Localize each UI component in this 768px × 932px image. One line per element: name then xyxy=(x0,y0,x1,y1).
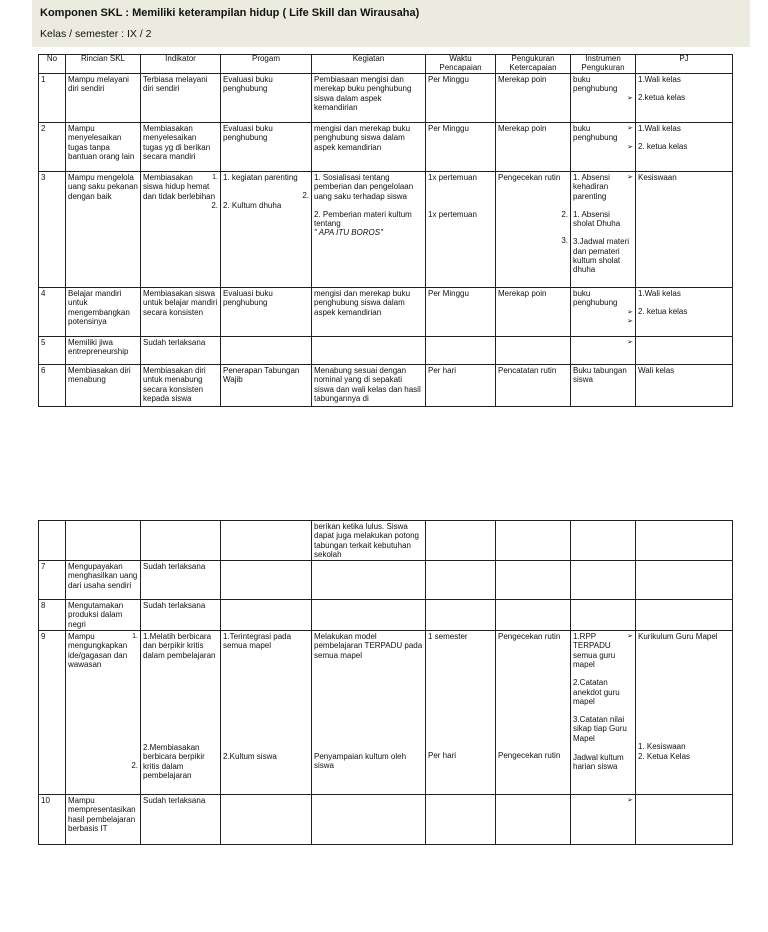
indikator-cell: Sudah terlaksana xyxy=(141,600,221,631)
row-number: 2 xyxy=(39,123,66,172)
col-header-pengukuran: Pengukuran Ketercapaian xyxy=(496,55,571,74)
program-cell xyxy=(221,172,312,288)
rincian-skl-cell: Mengupayakan menghasilkan uang dari usaha sendiri xyxy=(66,561,141,600)
kegiatan-cell xyxy=(312,631,426,795)
pj-line: 2.ketua kelas xyxy=(638,93,686,103)
pengukuran-line: Pengecekan rutin xyxy=(498,632,561,642)
rincian-skl-cell: Belajar mandiri untuk mengembangkan potensinya xyxy=(66,288,141,337)
instrumen-cell xyxy=(571,172,636,288)
rincian-skl-cell: Mampu mempresentasikan hasil pembelajaran berbasis IT xyxy=(66,795,141,845)
program-cell: Evaluasi buku penghubung xyxy=(221,74,312,123)
indikator-line: 1.Melatih berbicara dan berpikir kritis dalam pembelajaran xyxy=(143,632,216,660)
indikator-cell: Sudah terlaksana xyxy=(141,795,221,845)
program-cell: Penerapan Tabungan Wajib xyxy=(221,365,312,407)
bullet-arrow-icon: ➢ xyxy=(627,143,633,151)
table-row xyxy=(39,521,733,561)
table-row xyxy=(39,337,733,365)
waktu-line: 1 semester xyxy=(428,632,468,642)
rincian-skl-cell: Membiasakan diri menabung xyxy=(66,365,141,407)
row-number: 3 xyxy=(39,172,66,288)
waktu-cell: Per Minggu xyxy=(426,74,496,123)
instrumen-line: 3.Catatan nilai sikap tiap Guru Mapel xyxy=(573,715,627,743)
rincian-skl-cell: Mampu melayani diri sendiri xyxy=(66,74,141,123)
pj-line: 1.Wali kelas xyxy=(638,75,681,84)
waktu-line: 1x pertemuan xyxy=(428,173,477,182)
row-number: 4 xyxy=(39,288,66,337)
table-row xyxy=(39,600,733,631)
row-number: 6 xyxy=(39,365,66,407)
col-header-pj: PJ xyxy=(636,55,733,74)
row-number: 10 xyxy=(39,795,66,845)
rincian-skl-cell: Memiliki jiwa entrepreneurship xyxy=(66,337,141,365)
indikator-line: 2.Membiasakan berbicara berpikir kritis dalam pembelajaran xyxy=(143,742,205,780)
instrumen-text: buku penghubung xyxy=(573,289,618,308)
instrumen-text: buku penghubung xyxy=(573,75,618,94)
pengukuran-text: Pengecekan rutin xyxy=(498,173,561,182)
pj-line: 1. Kesiswaan xyxy=(638,742,686,752)
table-row xyxy=(39,631,733,795)
kegiatan-cell xyxy=(312,337,426,365)
kegiatan-cell: mengisi dan merekap buku penghubung siswa dalam aspek kemandirian xyxy=(312,288,426,337)
waktu-cell xyxy=(426,172,496,288)
instrumen-line: 1. Absensi sholat Dhuha xyxy=(573,209,621,229)
indikator-cell xyxy=(141,172,221,288)
table-row xyxy=(39,74,733,123)
instrumen-cell xyxy=(571,337,636,365)
col-header-no: No xyxy=(39,55,66,74)
list-number: 2. xyxy=(211,200,218,210)
kegiatan-line: 1. Sosialisasi tentang pemberian dan pengelolaan uang saku terhadap siswa xyxy=(314,173,414,201)
table-row xyxy=(39,561,733,600)
table-row xyxy=(39,288,733,337)
pj-line: 1.Wali kelas xyxy=(638,124,681,133)
pengukuran-cell: Pencatatan rutin xyxy=(496,365,571,407)
skl-table-page-2 xyxy=(38,520,733,845)
list-number: 1. xyxy=(212,174,218,181)
rincian-skl-cell: Mengutamakan produksi dalam negri xyxy=(66,600,141,631)
bullet-arrow-icon: ➢ xyxy=(627,308,633,316)
instrumen-cell xyxy=(571,74,636,123)
list-number: 2. xyxy=(131,761,138,771)
waktu-line: Per hari xyxy=(428,751,457,761)
class-semester-label: Kelas / semester : IX / 2 xyxy=(40,28,152,40)
row-number: 9 xyxy=(39,631,66,795)
rincian-skl-cell: Mampu mengelola uang saku pekanan dengan baik xyxy=(66,172,141,288)
list-number: 3. xyxy=(561,235,568,245)
header-banner xyxy=(32,0,750,47)
pj-cell xyxy=(636,74,733,123)
indikator-cell xyxy=(141,631,221,795)
row-number: 7 xyxy=(39,561,66,600)
bullet-arrow-icon: ➢ xyxy=(627,797,633,805)
program-line: 1.Terintegrasi pada semua mapel xyxy=(223,632,292,651)
rincian-skl-text: Mampu mengungkapkan ide/gagasan dan wawasan xyxy=(68,632,128,669)
pj-cell xyxy=(636,288,733,337)
pj-line: 2. ketua kelas xyxy=(638,307,688,317)
table-header-row xyxy=(39,55,733,74)
pengukuran-cell xyxy=(496,337,571,365)
list-number: 1. xyxy=(132,633,138,641)
pj-line: 2. ketua kelas xyxy=(638,142,688,152)
list-number: 2. xyxy=(561,210,568,220)
pengukuran-line: Pengecekan rutin xyxy=(498,751,561,761)
col-header-progam: Progam xyxy=(221,55,312,74)
waktu-cell: Per Minggu xyxy=(426,288,496,337)
pj-line: 1.Wali kelas xyxy=(638,289,681,298)
kegiatan-line: 2. Pemberian materi kultum tentang xyxy=(314,209,412,229)
col-header-instrumen: Instrumen Pengukuran xyxy=(571,55,636,74)
instrumen-cell xyxy=(571,288,636,337)
pj-cell xyxy=(636,123,733,172)
pengukuran-cell: Merekap poin xyxy=(496,288,571,337)
pengukuran-cell xyxy=(496,172,571,288)
indikator-cell: Sudah terlaksana xyxy=(141,337,221,365)
pengukuran-cell: Merekap poin xyxy=(496,74,571,123)
kegiatan-line: Penyampaian kultum oleh siswa xyxy=(314,751,407,771)
waktu-cell: Per Minggu xyxy=(426,123,496,172)
pj-cell xyxy=(636,337,733,365)
table-row xyxy=(39,123,733,172)
instrumen-cell xyxy=(571,123,636,172)
list-number: 2. xyxy=(302,191,309,201)
waktu-cell: Per hari xyxy=(426,365,496,407)
page-title: Komponen SKL : Memiliki keterampilan hidup ( Life Skill dan Wirausaha) xyxy=(40,7,420,19)
indikator-cell: Terbiasa melayani diri sendiri xyxy=(141,74,221,123)
kegiatan-cell: Menabung sesuai dengan nominal yang di sepakati siswa dan wali kelas dan hasil tabungannya di xyxy=(312,365,426,407)
waktu-line: 1x pertemuan xyxy=(428,210,477,220)
row-number: 8 xyxy=(39,600,66,631)
row-number: 5 xyxy=(39,337,66,365)
pengukuran-cell: Merekap poin xyxy=(496,123,571,172)
instrumen-cell: Buku tabungan siswa xyxy=(571,365,636,407)
bullet-arrow-icon: ➢ xyxy=(627,339,633,346)
indikator-cell: Membiasakan menyelesaikan tugas yg di berikan secara mandiri xyxy=(141,123,221,172)
program-line: 2. Kultum dhuha xyxy=(223,200,282,210)
instrumen-line: 2.Catatan anekdot guru mapel xyxy=(573,678,620,706)
row-number: 1 xyxy=(39,74,66,123)
table-row xyxy=(39,795,733,845)
pj-cell xyxy=(636,631,733,795)
bullet-arrow-icon: ➢ xyxy=(627,125,633,132)
instrumen-cell xyxy=(571,795,636,845)
kegiatan-cell: Pembiasaan mengisi dan merekap buku penghubung siswa dalam aspek kemandirian xyxy=(312,74,426,123)
table-row xyxy=(39,172,733,288)
indikator-cell: Sudah terlaksana xyxy=(141,561,221,600)
col-header-waktu: Waktu Pencapaian xyxy=(426,55,496,74)
instrumen-line: 1. Absensi kehadiran parenting xyxy=(573,173,610,201)
pj-cell: Wali kelas xyxy=(636,365,733,407)
pengukuran-cell xyxy=(496,631,571,795)
kegiatan-quote: " APA ITU BOROS" xyxy=(314,228,383,238)
col-header-kegiatan: Kegiatan xyxy=(312,55,426,74)
instrumen-line: 1.RPP TERPADU semua guru mapel xyxy=(573,632,616,669)
table-row xyxy=(39,365,733,407)
rincian-skl-cell: Mampu menyelesaikan tugas tanpa bantuan orang lain xyxy=(66,123,141,172)
program-cell xyxy=(221,631,312,795)
program-cell: Evaluasi buku penghubung xyxy=(221,123,312,172)
kegiatan-cell: mengisi dan merekap buku penghubung siswa dalam aspek kemandirian xyxy=(312,123,426,172)
bullet-arrow-icon: ➢ xyxy=(627,317,633,325)
program-line: 1. kegiatan parenting xyxy=(223,173,298,182)
indikator-cell: Membiasakan diri untuk menabung secara konsisten kepada siswa xyxy=(141,365,221,407)
rincian-skl-cell xyxy=(66,631,141,795)
instrumen-line: 3.Jadwal materi dan pemateri kultum sholat dhuha xyxy=(573,237,630,275)
indikator-text: Membiasakan siswa hidup hemat dan tidak berlebihan xyxy=(143,173,216,201)
instrumen-text: buku penghubung xyxy=(573,124,618,143)
kegiatan-line: Melakukan model pembelajaran TERPADU pada semua mapel xyxy=(314,632,423,660)
waktu-cell xyxy=(426,337,496,365)
instrumen-line: Jadwal kultum harian siswa xyxy=(573,753,624,772)
kegiatan-cell: berikan ketika lulus. Siswa dapat juga melakukan potong tabungan terkait kebutuhan sekolah xyxy=(312,521,426,561)
bullet-arrow-icon: ➢ xyxy=(627,94,633,102)
col-header-rincian-skl: Rincian SKL xyxy=(66,55,141,74)
col-header-indikator: Indikator xyxy=(141,55,221,74)
pj-cell: Kesiswaan xyxy=(636,172,733,288)
waktu-cell xyxy=(426,631,496,795)
kegiatan-cell xyxy=(312,172,426,288)
skl-table-page-1 xyxy=(38,54,733,407)
pj-line: 2. Ketua Kelas xyxy=(638,751,691,761)
program-cell xyxy=(221,337,312,365)
bullet-arrow-icon: ➢ xyxy=(627,174,633,181)
program-cell: Evaluasi buku penghubung xyxy=(221,288,312,337)
program-line: 2.Kultum siswa xyxy=(223,751,277,761)
instrumen-cell xyxy=(571,631,636,795)
pj-line: Kurikulum Guru Mapel xyxy=(638,632,718,642)
indikator-cell: Membiasakan siswa untuk belajar mandiri secara konsisten xyxy=(141,288,221,337)
bullet-arrow-icon: ➢ xyxy=(627,633,633,641)
